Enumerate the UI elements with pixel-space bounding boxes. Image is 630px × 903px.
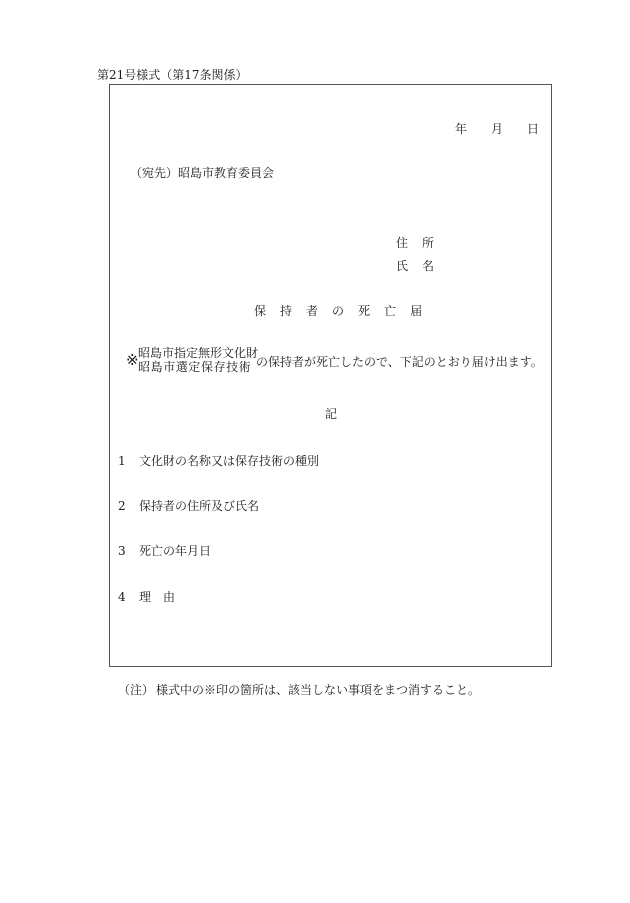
addressee: （宛先）昭島市教育委員会 <box>130 166 275 180</box>
title-char: 保 <box>254 304 267 318</box>
list-item <box>118 542 211 559</box>
list-item <box>118 497 259 514</box>
title-char: 届 <box>410 304 423 318</box>
name-label <box>396 257 434 274</box>
form-number-label: 第21号様式（第17条関係） <box>97 68 248 82</box>
designation-option-cultural-property: 昭島市指定無形文化財 <box>138 346 259 360</box>
month-label: 月 <box>491 122 504 136</box>
list-item <box>118 588 175 605</box>
designation-options <box>138 346 258 374</box>
title-char: 亡 <box>384 304 397 318</box>
item-label: 理 由 <box>139 590 176 604</box>
item-label: 死亡の年月日 <box>139 544 212 558</box>
title-char: 死 <box>358 304 371 318</box>
address-label-char-2: 所 <box>422 236 435 250</box>
item-number: 3 <box>118 544 126 558</box>
name-label-char-2: 名 <box>422 259 435 273</box>
title-char: 持 <box>280 304 293 318</box>
date-line <box>455 120 539 137</box>
title-char: の <box>332 304 345 318</box>
item-number: 4 <box>118 590 126 604</box>
title-char: 者 <box>306 304 319 318</box>
asterisk-mark: ※ <box>126 351 139 369</box>
document-title <box>254 302 422 319</box>
day-label: 日 <box>527 122 540 136</box>
ki-heading: 記 <box>325 407 338 421</box>
designation-option-preservation-technique: 昭島市選定保存技術 <box>138 360 252 374</box>
item-label: 保持者の住所及び氏名 <box>139 499 260 513</box>
address-label-char-1: 住 <box>396 236 409 250</box>
item-number: 1 <box>118 454 126 468</box>
footnote-prefix: （注） <box>118 683 155 697</box>
list-item <box>118 452 319 469</box>
item-number: 2 <box>118 499 126 513</box>
item-label: 文化財の名称又は保存技術の種別 <box>139 454 320 468</box>
footnote-text: 様式中の※印の箇所は、該当しない事項をまつ消すること。 <box>156 683 481 697</box>
year-label: 年 <box>455 122 468 136</box>
footnote <box>118 681 480 698</box>
name-label-char-1: 氏 <box>396 259 409 273</box>
notice-text: の保持者が死亡したので、下記のとおり届け出ます。 <box>256 355 543 369</box>
address-label <box>396 234 434 251</box>
